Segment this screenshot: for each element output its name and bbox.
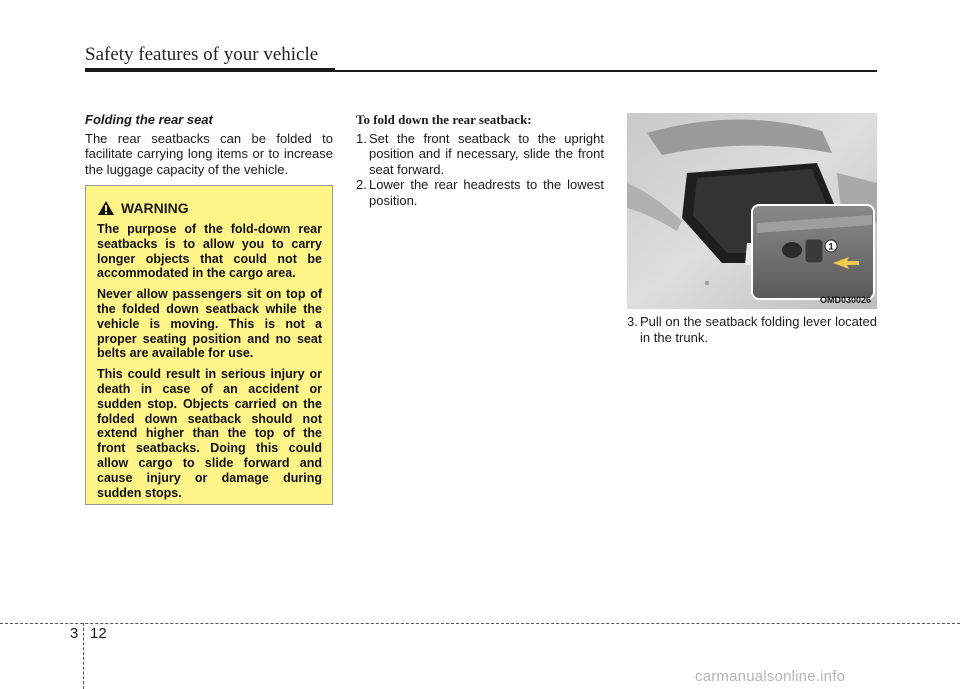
warning-paragraph: This could result in serious injury or death in case of an accident or sudden stop. Objects carried on the folded down seatback should not extend higher than the top of the front seatbacks. Doing this could allow cargo to slide forward and cause injury or damage during sudden stops. (97, 367, 322, 500)
step-number: 3. (627, 314, 638, 329)
trunk-illustration (627, 113, 877, 309)
header-rule-thin (335, 70, 877, 72)
warning-header (97, 200, 322, 216)
column-right (627, 314, 877, 345)
watermark: carmanualsonline.info (695, 668, 846, 685)
trunk-figure (627, 113, 877, 309)
warning-box (85, 185, 333, 505)
column-left (85, 112, 333, 177)
step-number: 1. (356, 130, 367, 146)
footer-divider (0, 623, 960, 624)
header-title: Safety features of your vehicle (85, 44, 319, 65)
warning-paragraph: Never allow passengers sit on top of the folded down seatback while the vehicle is moving. This is not a proper seating position and no seat belts are available for use. (97, 287, 322, 361)
column-middle (356, 112, 604, 208)
callout-number: 1 (828, 241, 834, 252)
step-text: Lower the rear headrests to the lowest position. (369, 177, 604, 208)
step-number: 2. (356, 177, 367, 192)
warning-paragraph: The purpose of the fold-down rear seatbacks is to allow you to carry longer objects that could not be accommodated in the cargo area. (97, 222, 322, 281)
section-heading: Folding the rear seat (85, 112, 213, 127)
section-intro: The rear seatbacks can be folded to facilitate carrying long items or to increase the luggage capacity of the vehicle. (85, 130, 333, 177)
procedure-step (627, 314, 877, 345)
page-number: 12 (90, 625, 107, 642)
procedure-step (356, 131, 604, 178)
warning-triangle-icon (97, 200, 115, 216)
procedure-heading: To fold down the rear seatback: (356, 112, 532, 127)
chapter-number: 3 (70, 625, 79, 642)
step-text: Pull on the seatback folding lever located in the trunk. (640, 314, 877, 345)
warning-title: WARNING (121, 200, 189, 216)
figure-caption: OMD030026 (819, 295, 871, 305)
step-text: Set the front seatback to the upright position and if necessary, slide the front seat forward. (369, 130, 604, 177)
procedure-step (356, 177, 604, 208)
footer-vertical-divider (83, 623, 84, 689)
header-rule-thick (85, 68, 335, 72)
